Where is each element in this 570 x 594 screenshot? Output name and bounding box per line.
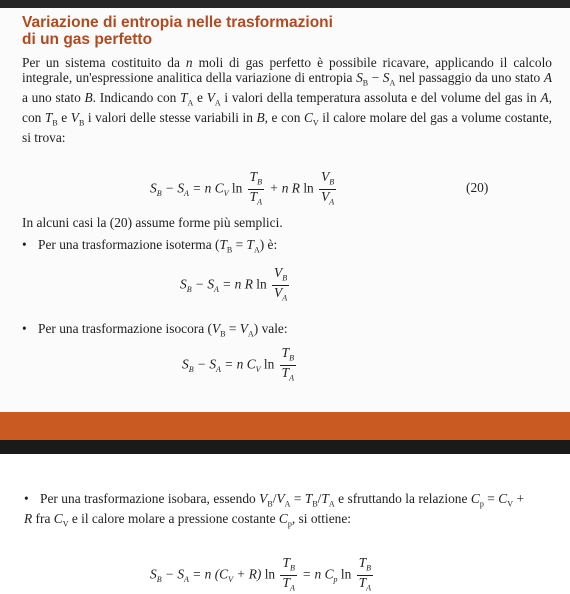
title-line-2: di un gas perfetto bbox=[22, 31, 153, 48]
equation-20: $S_B - S_A = n$ $C_V$ ln $\frac{T_B}{T_A}$ + n R ln $\frac{V_B}{V_A}$ bbox=[150, 169, 335, 207]
equation-isobara: $S_B - S_A = n$ $(C_V + R)$ ln $\frac{T_B}{T_A}$ = n $C_p$ ln $\frac{T_B}{T_A}$ bbox=[150, 555, 372, 593]
page-separator-dark bbox=[0, 440, 570, 454]
top-border bbox=[0, 0, 570, 8]
bullet-dot-icon: • bbox=[22, 237, 27, 252]
title-line-1: Variazione di entropia nelle trasformazioni bbox=[22, 14, 333, 31]
section-title bbox=[22, 14, 522, 48]
page-separator-orange bbox=[0, 412, 570, 440]
bullet-isoterma: • Per una trasformazione isoterma $(T_B = T_A)$ è: bbox=[22, 237, 278, 255]
bullet-dot-icon: • bbox=[24, 491, 29, 506]
bullet-dot-icon: • bbox=[22, 321, 27, 336]
bullet-isocora: • Per una trasformazione isocora $(V_B = V_A)$ vale: bbox=[22, 321, 288, 339]
equation-isoterma: $S_B - S_A = n$ R ln $\frac{V_B}{V_A}$ bbox=[180, 265, 288, 303]
bullet-isobara: • Per una trasformazione isobara, essendo $V_B/V_A = T_B/T_A$ e sfruttando la relazione $C_p = C_V + R$ fra $C_V$ e il calore molare a pressione costante $C_p$, si ottiene: bbox=[24, 491, 525, 529]
simpler-paragraph: In alcuni casi la (20) assume forme più semplici. bbox=[22, 215, 283, 230]
equation-isocora: $S_B - S_A = n$ $C_V$ ln $\frac{T_B}{T_A}$ bbox=[182, 345, 295, 383]
equation-number: (20) bbox=[466, 180, 489, 195]
intro-paragraph: Per un sistema costituito da n moli di gas perfetto è possibile ricavare, applicando il calcolo integrale, un'espressione analitica della variazione di entropia $S_B - S_A$ nel passaggio da uno stato A a uno stato B. Indicando con $T_A$ e $V_A$ i valori della temperatura assoluta e del volume del gas in A, con $T_B$ e $V_B$ i valori delle stesse variabili in B, e con $C_V$ il calore molare del gas a volume costante, si trova: bbox=[22, 55, 553, 146]
